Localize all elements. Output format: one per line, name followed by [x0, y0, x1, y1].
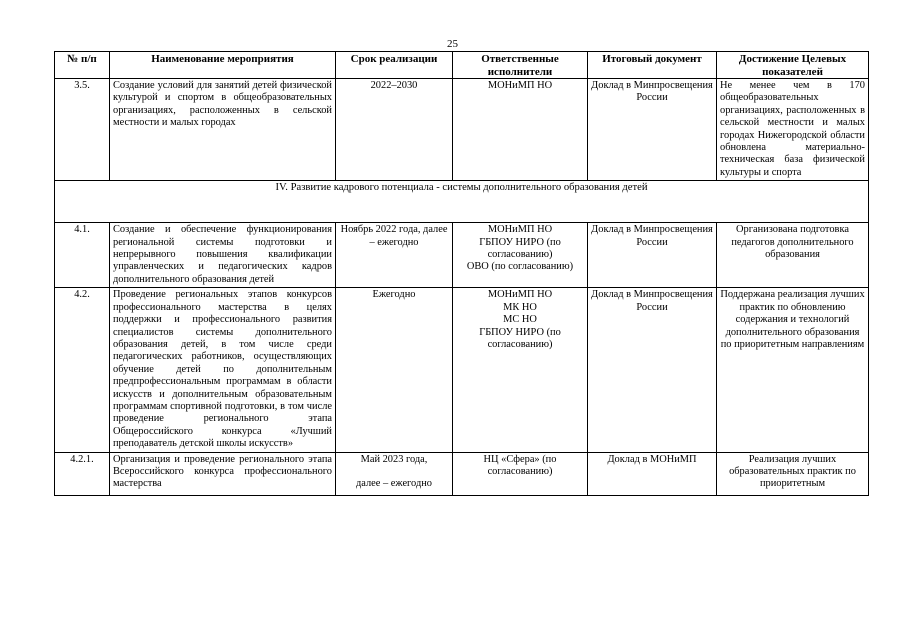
section-title: IV. Развитие кадрового потенциала - системы дополнительного образования детей [55, 181, 869, 223]
activities-table [54, 51, 869, 496]
executor: ГБПОУ НИРО (по согласованию) [479, 236, 561, 261]
executor: МОНиМП НО [487, 80, 553, 91]
table-row [55, 79, 869, 181]
term-line: далее – ежегодно [356, 477, 432, 489]
term-line: Май 2023 года, [360, 453, 428, 465]
row-executors [453, 79, 588, 181]
header-term: Срок реализации [336, 52, 453, 79]
executor: НЦ «Сфера» (по согласованию) [483, 453, 557, 477]
row-term [336, 452, 453, 495]
row-document: Доклад в Минпросвещения России [588, 288, 717, 452]
row-name-text: Организация и проведение регионального этапа Всероссийского конкурса профессионального мастерства [113, 453, 332, 490]
executor: ГБПОУ НИРО (по согласованию) [479, 326, 561, 350]
row-num: 4.2.1. [55, 452, 110, 495]
executor: МК НО [503, 301, 537, 313]
row-name: Проведение региональных этапов конкурсов профессионального мастерства в целях поддержки и профессионального развития специалистов системы дополнительного образования детей, в том числе среди педагогических работников, осуществляющих обучение детей по дополнительным предпрофессиональным программам в области искусств и дополнительным образовательным программам спортивной подготовки, в том числе проведение регионального этапа Общероссийского конкурса «Лучший преподаватель детской школы искусств» [110, 288, 336, 452]
table-row [55, 288, 869, 452]
header-document: Итоговый документ [588, 52, 717, 79]
row-executors [453, 452, 588, 495]
row-term: Ноябрь 2022 года, далее – ежегодно [336, 223, 453, 288]
row-name [110, 452, 336, 495]
row-executors [453, 288, 588, 452]
row-term: Ежегодно [336, 288, 453, 452]
table-header-row [55, 52, 869, 79]
row-term: 2022–2030 [336, 79, 453, 181]
row-name: Создание и обеспечение функционирования региональной системы подготовки и непрерывного повышения квалификации управленческих и педагогических кадров дополнительного образования детей [110, 223, 336, 288]
row-result: Не менее чем в 170 общеобразовательных организациях, расположенных в сельской местности и малых городах Нижегородской области обновлена материально-техническая база физической культуры и спорта [717, 79, 869, 181]
row-num: 4.1. [55, 223, 110, 288]
executor: МОНиМП НО [487, 289, 553, 301]
row-result: Поддержана реализация лучших практик по обновлению содержания и технологий дополнительного образования по приоритетным направлениям [717, 288, 869, 452]
header-result: Достижение Целевых показателей [717, 52, 869, 79]
row-num: 3.5. [55, 79, 110, 181]
row-document: Доклад в Минпросвещения России [588, 79, 717, 181]
section-row [55, 181, 869, 223]
executor: ОВО (по согласованию) [466, 261, 574, 273]
row-name: Создание условий для занятий детей физической культурой и спортом в общеобразовательных организациях, расположенных в сельской местности и малых городах [110, 79, 336, 181]
row-result: Организована подготовка педагогов дополнительного образования [717, 223, 869, 288]
row-document: Доклад в Минпросвещения России [588, 223, 717, 288]
table-row [55, 223, 869, 288]
row-num: 4.2. [55, 288, 110, 452]
table-row [55, 452, 869, 495]
executor: МС НО [503, 314, 537, 326]
row-result: Реализация лучших образовательных практик по приоритетным [717, 452, 869, 495]
row-executors [453, 223, 588, 288]
page-number: 25 [447, 38, 458, 50]
header-num: № п/п [55, 52, 110, 79]
header-name: Наименование мероприятия [110, 52, 336, 79]
row-document: Доклад в МОНиМП [588, 452, 717, 495]
executor: МОНиМП НО [487, 224, 553, 236]
header-executors: Ответственные исполнители [453, 52, 588, 79]
